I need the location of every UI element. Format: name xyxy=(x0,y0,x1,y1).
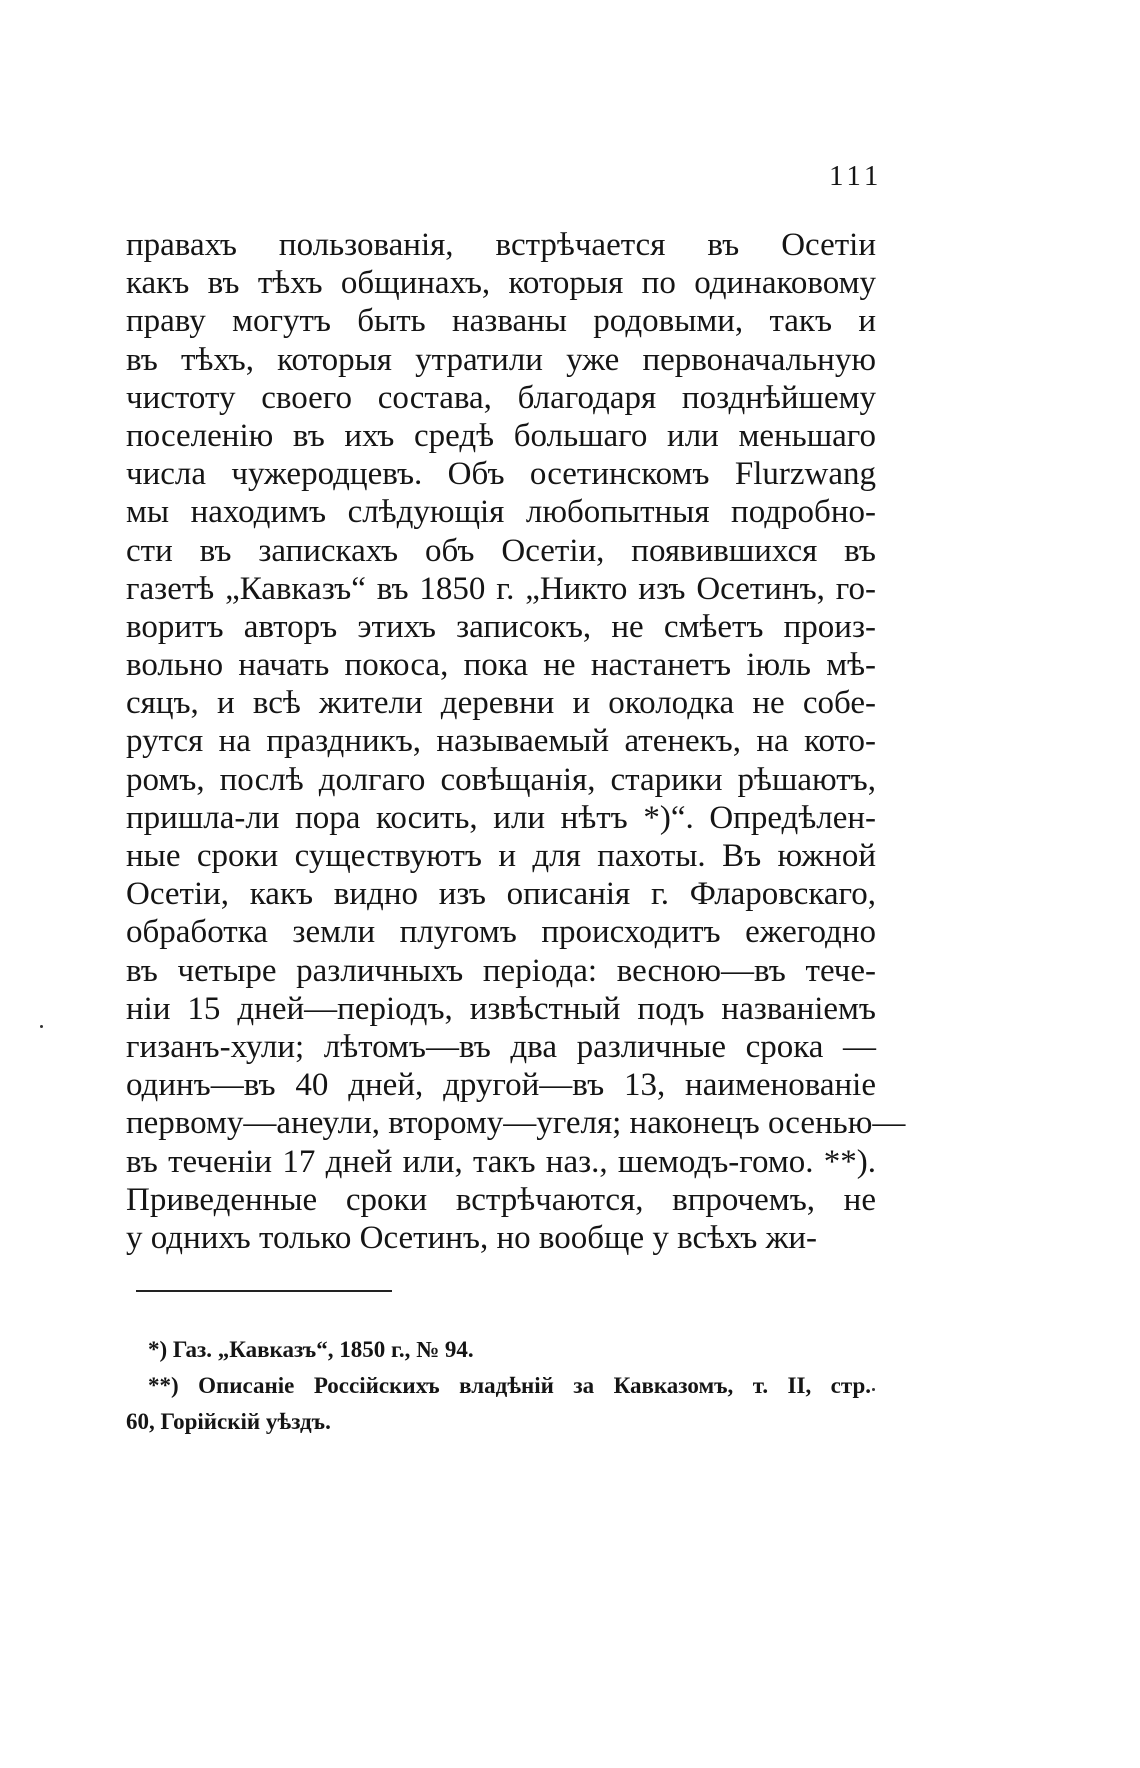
text-line: въ теченіи 17 дней или, такъ наз., шемодъ-гомо. **). xyxy=(126,1143,876,1180)
footnote-2-continuation: 60, Горійскій уѣздъ. xyxy=(126,1409,331,1434)
text-line: какъ въ тѣхъ общинахъ, которыя по одинаковому xyxy=(126,265,876,302)
text-line: вольно начать покоса, пока не настанетъ іюль мѣ- xyxy=(126,647,876,684)
text-line: въ четыре различныхъ періода: весною—въ тече- xyxy=(126,952,876,989)
footnote-2: **) Описаніе Россійскихъ владѣній за Кавказомъ, т. II, стр. xyxy=(148,1373,871,1398)
text-line: гизанъ-хули; лѣтомъ—въ два различные срока — xyxy=(126,1028,876,1065)
text-line: газетѣ „Кавказъ“ въ 1850 г. „Никто изъ Осетинъ, го- xyxy=(126,570,876,607)
footnotes xyxy=(126,1332,871,1440)
text-line: сяцъ, и всѣ жители деревни и околодка не собе- xyxy=(126,685,876,722)
text-line: праву могутъ быть названы родовыми, такъ и xyxy=(126,303,876,340)
text-line: ромъ, послѣ долгаго совѣщанія, старики рѣшаютъ, xyxy=(126,761,876,798)
text-line: ные сроки существуютъ и для пахоты. Въ южной xyxy=(126,838,876,874)
body-text xyxy=(126,226,906,1257)
text-line: одинъ—въ 40 дней, другой—въ 13, наименованіе xyxy=(126,1067,876,1104)
text-line: числа чужеродцевъ. Объ осетинскомъ Flurzwang xyxy=(126,456,876,493)
text-line: рутся на праздникъ, называемый атенекъ, на кото- xyxy=(126,723,876,760)
scan-speck xyxy=(872,1388,875,1391)
text-line: Осетіи, какъ видно изъ описанія г. Фларовскаго, xyxy=(126,876,876,913)
text-line: правахъ пользованія, встрѣчается въ Осетіи xyxy=(126,227,876,263)
text-line: первому—анеули, второму—угеля; наконецъ осенью— xyxy=(126,1105,906,1142)
text-line: въ тѣхъ, которыя утратили уже первоначальную xyxy=(126,341,876,378)
text-line: обработка земли плугомъ происходитъ ежегодно xyxy=(126,914,876,951)
footnote-separator xyxy=(136,1290,392,1292)
text-line: сти въ запискахъ объ Осетіи, появившихся въ xyxy=(126,532,876,569)
text-line: пришла-ли пора косить, или нѣтъ *)“. Опредѣлен- xyxy=(126,799,876,836)
footnote-1: *) Газ. „Кавказъ“, 1850 г., № 94. xyxy=(148,1337,474,1362)
text-line: поселенію въ ихъ средѣ большаго или меньшаго xyxy=(126,417,876,454)
text-line: чистоту своего состава, благодаря позднѣйшему xyxy=(126,379,876,416)
scan-speck xyxy=(40,1025,43,1028)
text-line: ніи 15 дней—періодъ, извѣстный подъ названіемъ xyxy=(126,990,876,1027)
text-line: у однихъ только Осетинъ, но вообще у всѣхъ жи- xyxy=(126,1219,818,1256)
page-number: 111 xyxy=(829,160,883,192)
text-line: Приведенные сроки встрѣчаются, впрочемъ, не xyxy=(126,1181,876,1218)
text-line: мы находимъ слѣдующія любопытныя подробно- xyxy=(126,494,876,531)
text-line: воритъ авторъ этихъ записокъ, не смѣетъ произ- xyxy=(126,608,876,645)
